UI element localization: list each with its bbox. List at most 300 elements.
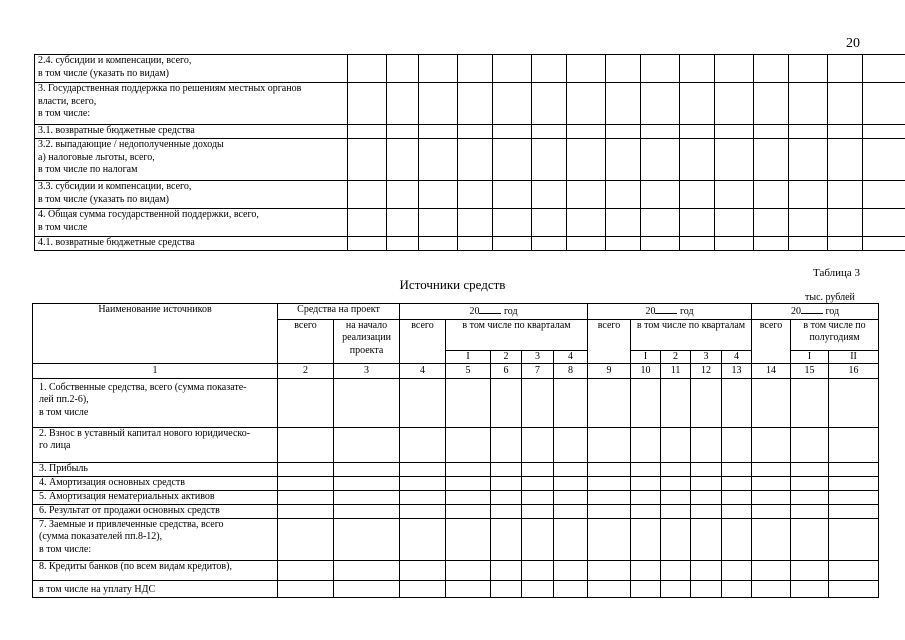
- value-cell[interactable]: [680, 55, 715, 83]
- table-row: [33, 504, 879, 518]
- value-cell[interactable]: [791, 476, 829, 490]
- value-cell[interactable]: [446, 378, 491, 427]
- value-cell[interactable]: [446, 490, 491, 504]
- value-cell[interactable]: [631, 378, 661, 427]
- value-cell[interactable]: [278, 462, 334, 476]
- value-cell[interactable]: [691, 427, 722, 462]
- value-cell[interactable]: [641, 125, 680, 139]
- value-cell[interactable]: [554, 580, 588, 597]
- value-cell[interactable]: [588, 462, 631, 476]
- value-cell[interactable]: [754, 209, 789, 237]
- value-cell[interactable]: [606, 125, 641, 139]
- value-cell[interactable]: [567, 209, 606, 237]
- value-cell[interactable]: [348, 237, 387, 251]
- value-cell[interactable]: [491, 378, 522, 427]
- table-row: [33, 427, 879, 462]
- value-cell[interactable]: [680, 125, 715, 139]
- value-cell[interactable]: [829, 580, 879, 597]
- header-name: Наименование источников: [33, 304, 278, 364]
- value-cell[interactable]: [829, 504, 879, 518]
- value-cell[interactable]: [522, 462, 554, 476]
- value-cell[interactable]: [334, 504, 400, 518]
- value-cell[interactable]: [419, 83, 458, 125]
- value-cell[interactable]: [789, 55, 828, 83]
- value-cell[interactable]: [278, 518, 334, 560]
- value-cell[interactable]: [828, 209, 863, 237]
- value-cell[interactable]: [588, 580, 631, 597]
- value-cell[interactable]: [554, 378, 588, 427]
- value-cell[interactable]: [641, 83, 680, 125]
- value-cell[interactable]: [631, 504, 661, 518]
- value-cell[interactable]: [278, 378, 334, 427]
- value-cell[interactable]: [446, 427, 491, 462]
- value-cell[interactable]: [493, 181, 532, 209]
- value-cell[interactable]: [789, 237, 828, 251]
- table-number: Таблица 3: [813, 267, 861, 279]
- value-cell[interactable]: [754, 125, 789, 139]
- value-cell[interactable]: [554, 462, 588, 476]
- value-cell[interactable]: [491, 462, 522, 476]
- value-cell[interactable]: [661, 580, 691, 597]
- value-cell[interactable]: [446, 504, 491, 518]
- value-cell[interactable]: [491, 504, 522, 518]
- value-cell[interactable]: [522, 378, 554, 427]
- column-number: 14: [752, 363, 791, 378]
- value-cell[interactable]: [493, 125, 532, 139]
- value-cell[interactable]: [567, 237, 606, 251]
- value-cell[interactable]: [567, 139, 606, 181]
- value-cell[interactable]: [829, 490, 879, 504]
- value-cell[interactable]: [588, 476, 631, 490]
- value-cell[interactable]: [387, 209, 419, 237]
- value-cell[interactable]: [691, 504, 722, 518]
- value-cell[interactable]: [419, 55, 458, 83]
- value-cell[interactable]: [606, 55, 641, 83]
- value-cell[interactable]: [567, 55, 606, 83]
- value-cell[interactable]: [278, 476, 334, 490]
- value-cell[interactable]: [789, 83, 828, 125]
- value-cell[interactable]: [532, 209, 567, 237]
- column-number: 7: [522, 363, 554, 378]
- value-cell[interactable]: [789, 209, 828, 237]
- value-cell[interactable]: [446, 580, 491, 597]
- value-cell[interactable]: [446, 462, 491, 476]
- source-label: 5. Амортизация нематериальных активов: [33, 490, 278, 504]
- value-cell[interactable]: [458, 55, 493, 83]
- value-cell[interactable]: [554, 504, 588, 518]
- value-cell[interactable]: [400, 560, 446, 580]
- table-row: [35, 181, 905, 209]
- column-number: 12: [691, 363, 722, 378]
- row-label: 3. Государственная поддержка по решениям местных органов власти, всего, в том числе:: [35, 83, 348, 125]
- value-cell[interactable]: [754, 83, 789, 125]
- value-cell[interactable]: [348, 139, 387, 181]
- value-cell[interactable]: [491, 427, 522, 462]
- value-cell[interactable]: [522, 504, 554, 518]
- value-cell[interactable]: [752, 518, 791, 560]
- units-label: тыс. рублей: [805, 292, 855, 303]
- value-cell[interactable]: [661, 518, 691, 560]
- value-cell[interactable]: [863, 181, 905, 209]
- value-cell[interactable]: [446, 518, 491, 560]
- column-number: 10: [631, 363, 661, 378]
- value-cell[interactable]: [334, 490, 400, 504]
- column-number: 6: [491, 363, 522, 378]
- header-total: всего: [278, 319, 334, 363]
- value-cell[interactable]: [588, 504, 631, 518]
- header-year-2: 20 год: [588, 304, 752, 320]
- value-cell[interactable]: [752, 560, 791, 580]
- quarter-4: 4: [722, 350, 752, 363]
- value-cell[interactable]: [348, 83, 387, 125]
- value-cell[interactable]: [554, 518, 588, 560]
- value-cell[interactable]: [791, 378, 829, 427]
- value-cell[interactable]: [754, 237, 789, 251]
- value-cell[interactable]: [829, 378, 879, 427]
- value-cell[interactable]: [400, 490, 446, 504]
- value-cell[interactable]: [334, 476, 400, 490]
- value-cell[interactable]: [631, 462, 661, 476]
- value-cell[interactable]: [691, 476, 722, 490]
- value-cell[interactable]: [631, 560, 661, 580]
- source-label: 2. Взнос в уставный капитал нового юридическо- го лица: [33, 427, 278, 462]
- value-cell[interactable]: [752, 462, 791, 476]
- value-cell[interactable]: [828, 125, 863, 139]
- value-cell[interactable]: [829, 518, 879, 560]
- value-cell[interactable]: [791, 462, 829, 476]
- value-cell[interactable]: [334, 518, 400, 560]
- value-cell[interactable]: [458, 139, 493, 181]
- table-row: [35, 209, 905, 237]
- table-row: [35, 139, 905, 181]
- value-cell[interactable]: [532, 55, 567, 83]
- value-cell[interactable]: [641, 237, 680, 251]
- value-cell[interactable]: [493, 55, 532, 83]
- value-cell[interactable]: [278, 427, 334, 462]
- value-cell[interactable]: [400, 518, 446, 560]
- source-label: 8. Кредиты банков (по всем видам кредитов),: [33, 560, 278, 580]
- value-cell[interactable]: [493, 139, 532, 181]
- value-cell[interactable]: [387, 237, 419, 251]
- value-cell[interactable]: [754, 181, 789, 209]
- value-cell[interactable]: [680, 209, 715, 237]
- value-cell[interactable]: [829, 427, 879, 462]
- column-number: 15: [791, 363, 829, 378]
- value-cell[interactable]: [400, 580, 446, 597]
- value-cell[interactable]: [446, 560, 491, 580]
- value-cell[interactable]: [641, 209, 680, 237]
- header-by-halves: в том числе по полугодиям: [791, 319, 879, 350]
- value-cell[interactable]: [419, 139, 458, 181]
- value-cell[interactable]: [791, 427, 829, 462]
- value-cell[interactable]: [588, 518, 631, 560]
- header-funds: Средства на проект: [278, 304, 400, 320]
- header-year1-total: всего: [400, 319, 446, 363]
- value-cell[interactable]: [567, 181, 606, 209]
- value-cell[interactable]: [722, 560, 752, 580]
- value-cell[interactable]: [863, 139, 905, 181]
- value-cell[interactable]: [419, 125, 458, 139]
- value-cell[interactable]: [458, 125, 493, 139]
- value-cell[interactable]: [828, 55, 863, 83]
- value-cell[interactable]: [791, 518, 829, 560]
- value-cell[interactable]: [278, 504, 334, 518]
- value-cell[interactable]: [446, 476, 491, 490]
- value-cell[interactable]: [722, 580, 752, 597]
- value-cell[interactable]: [722, 462, 752, 476]
- value-cell[interactable]: [606, 83, 641, 125]
- value-cell[interactable]: [387, 83, 419, 125]
- value-cell[interactable]: [752, 427, 791, 462]
- value-cell[interactable]: [680, 83, 715, 125]
- value-cell[interactable]: [828, 83, 863, 125]
- table-row: [33, 490, 879, 504]
- value-cell[interactable]: [532, 237, 567, 251]
- value-cell[interactable]: [567, 83, 606, 125]
- value-cell[interactable]: [641, 181, 680, 209]
- value-cell[interactable]: [458, 83, 493, 125]
- value-cell[interactable]: [532, 125, 567, 139]
- header-by-quarters: в том числе по кварталам: [446, 319, 588, 350]
- header-at-start: на начало реализации проекта: [334, 319, 400, 363]
- value-cell[interactable]: [334, 560, 400, 580]
- column-number: 11: [661, 363, 691, 378]
- column-number: 9: [588, 363, 631, 378]
- value-cell[interactable]: [631, 490, 661, 504]
- value-cell[interactable]: [631, 518, 661, 560]
- row-label: 3.3. субсидии и компенсации, всего, в том числе (указать по видам): [35, 181, 348, 209]
- column-number: 2: [278, 363, 334, 378]
- row-label: 2.4. субсидии и компенсации, всего, в том числе (указать по видам): [35, 55, 348, 83]
- value-cell[interactable]: [348, 125, 387, 139]
- value-cell[interactable]: [532, 139, 567, 181]
- value-cell[interactable]: [863, 125, 905, 139]
- value-cell[interactable]: [631, 427, 661, 462]
- value-cell[interactable]: [334, 427, 400, 462]
- value-cell[interactable]: [400, 476, 446, 490]
- table-row: [33, 462, 879, 476]
- value-cell[interactable]: [722, 427, 752, 462]
- quarter-3: 3: [522, 350, 554, 363]
- value-cell[interactable]: [278, 560, 334, 580]
- quarter-2: 2: [661, 350, 691, 363]
- value-cell[interactable]: [387, 55, 419, 83]
- value-cell[interactable]: [691, 580, 722, 597]
- funding-sources-table: [32, 303, 879, 598]
- value-cell[interactable]: [691, 378, 722, 427]
- value-cell[interactable]: [661, 427, 691, 462]
- value-cell[interactable]: [588, 560, 631, 580]
- value-cell[interactable]: [752, 490, 791, 504]
- value-cell[interactable]: [522, 490, 554, 504]
- value-cell[interactable]: [334, 378, 400, 427]
- value-cell[interactable]: [789, 125, 828, 139]
- value-cell[interactable]: [400, 427, 446, 462]
- column-number: 1: [33, 363, 278, 378]
- value-cell[interactable]: [606, 237, 641, 251]
- value-cell[interactable]: [715, 125, 754, 139]
- value-cell[interactable]: [419, 209, 458, 237]
- value-cell[interactable]: [348, 209, 387, 237]
- value-cell[interactable]: [522, 580, 554, 597]
- value-cell[interactable]: [715, 139, 754, 181]
- value-cell[interactable]: [458, 209, 493, 237]
- value-cell[interactable]: [829, 462, 879, 476]
- value-cell[interactable]: [863, 237, 905, 251]
- value-cell[interactable]: [641, 139, 680, 181]
- value-cell[interactable]: [532, 83, 567, 125]
- value-cell[interactable]: [828, 139, 863, 181]
- quarter-1: I: [446, 350, 491, 363]
- table-row: [35, 83, 905, 125]
- value-cell[interactable]: [661, 476, 691, 490]
- value-cell[interactable]: [722, 518, 752, 560]
- value-cell[interactable]: [348, 55, 387, 83]
- quarter-1: I: [631, 350, 661, 363]
- value-cell[interactable]: [722, 378, 752, 427]
- value-cell[interactable]: [680, 237, 715, 251]
- value-cell[interactable]: [680, 139, 715, 181]
- value-cell[interactable]: [722, 476, 752, 490]
- value-cell[interactable]: [491, 518, 522, 560]
- value-cell[interactable]: [491, 560, 522, 580]
- value-cell[interactable]: [715, 55, 754, 83]
- row-label: 3.2. выпадающие / недополученные доходы а) налоговые льготы, всего, в том числе по налогам: [35, 139, 348, 181]
- value-cell[interactable]: [458, 181, 493, 209]
- source-label: 4. Амортизация основных средств: [33, 476, 278, 490]
- value-cell[interactable]: [400, 462, 446, 476]
- table-title: Источники средств: [399, 277, 506, 292]
- value-cell[interactable]: [829, 476, 879, 490]
- value-cell[interactable]: [348, 181, 387, 209]
- value-cell[interactable]: [493, 237, 532, 251]
- table-row: [35, 125, 905, 139]
- value-cell[interactable]: [863, 83, 905, 125]
- value-cell[interactable]: [715, 83, 754, 125]
- value-cell[interactable]: [661, 490, 691, 504]
- value-cell[interactable]: [828, 237, 863, 251]
- value-cell[interactable]: [691, 490, 722, 504]
- value-cell[interactable]: [522, 427, 554, 462]
- value-cell[interactable]: [752, 580, 791, 597]
- value-cell[interactable]: [715, 237, 754, 251]
- quarter-4: 4: [554, 350, 588, 363]
- value-cell[interactable]: [554, 476, 588, 490]
- value-cell[interactable]: [493, 83, 532, 125]
- value-cell[interactable]: [491, 476, 522, 490]
- row-label: 3.1. возвратные бюджетные средства: [35, 125, 348, 139]
- value-cell[interactable]: [752, 476, 791, 490]
- value-cell[interactable]: [754, 139, 789, 181]
- value-cell[interactable]: [387, 125, 419, 139]
- header-year3-total: всего: [752, 319, 791, 363]
- value-cell[interactable]: [278, 490, 334, 504]
- source-label: 1. Собственные средства, всего (сумма показате- лей пп.2-6), в том числе: [33, 378, 278, 427]
- value-cell[interactable]: [522, 560, 554, 580]
- value-cell[interactable]: [722, 490, 752, 504]
- value-cell[interactable]: [334, 462, 400, 476]
- value-cell[interactable]: [588, 490, 631, 504]
- column-number: 3: [334, 363, 400, 378]
- value-cell[interactable]: [631, 580, 661, 597]
- value-cell[interactable]: [791, 504, 829, 518]
- value-cell[interactable]: [661, 462, 691, 476]
- value-cell[interactable]: [722, 504, 752, 518]
- value-cell[interactable]: [828, 181, 863, 209]
- value-cell[interactable]: [567, 125, 606, 139]
- value-cell[interactable]: [419, 181, 458, 209]
- value-cell[interactable]: [522, 518, 554, 560]
- value-cell[interactable]: [691, 518, 722, 560]
- value-cell[interactable]: [791, 580, 829, 597]
- header-year-1: 20 год: [400, 304, 588, 320]
- value-cell[interactable]: [715, 181, 754, 209]
- value-cell[interactable]: [532, 181, 567, 209]
- header-year-3: 20 год: [752, 304, 879, 320]
- value-cell[interactable]: [680, 181, 715, 209]
- source-label: в том числе на уплату НДС: [33, 580, 278, 597]
- value-cell[interactable]: [691, 462, 722, 476]
- column-number: 13: [722, 363, 752, 378]
- value-cell[interactable]: [493, 209, 532, 237]
- value-cell[interactable]: [387, 139, 419, 181]
- value-cell[interactable]: [752, 378, 791, 427]
- header-by-quarters-2: в том числе по кварталам: [631, 319, 752, 350]
- quarter-3: 3: [691, 350, 722, 363]
- value-cell[interactable]: [588, 427, 631, 462]
- value-cell[interactable]: [554, 560, 588, 580]
- value-cell[interactable]: [419, 237, 458, 251]
- value-cell[interactable]: [661, 504, 691, 518]
- value-cell[interactable]: [606, 181, 641, 209]
- value-cell[interactable]: [491, 490, 522, 504]
- value-cell[interactable]: [829, 560, 879, 580]
- value-cell[interactable]: [863, 209, 905, 237]
- value-cell[interactable]: [661, 560, 691, 580]
- value-cell[interactable]: [631, 476, 661, 490]
- value-cell[interactable]: [863, 55, 905, 83]
- value-cell[interactable]: [691, 560, 722, 580]
- value-cell[interactable]: [491, 580, 522, 597]
- value-cell[interactable]: [334, 580, 400, 597]
- value-cell[interactable]: [387, 181, 419, 209]
- value-cell[interactable]: [641, 55, 680, 83]
- value-cell[interactable]: [458, 237, 493, 251]
- value-cell[interactable]: [754, 55, 789, 83]
- source-label: 7. Заемные и привлеченные средства, всего (сумма показателей пп.8-12), в том числе:: [33, 518, 278, 560]
- value-cell[interactable]: [278, 580, 334, 597]
- value-cell[interactable]: [752, 504, 791, 518]
- value-cell[interactable]: [554, 427, 588, 462]
- value-cell[interactable]: [661, 378, 691, 427]
- half-1: I: [791, 350, 829, 363]
- value-cell[interactable]: [789, 181, 828, 209]
- row-label: 4. Общая сумма государственной поддержки, всего, в том числе: [35, 209, 348, 237]
- value-cell[interactable]: [554, 490, 588, 504]
- value-cell[interactable]: [400, 378, 446, 427]
- value-cell[interactable]: [606, 209, 641, 237]
- value-cell[interactable]: [606, 139, 641, 181]
- value-cell[interactable]: [588, 378, 631, 427]
- value-cell[interactable]: [522, 476, 554, 490]
- value-cell[interactable]: [400, 504, 446, 518]
- value-cell[interactable]: [715, 209, 754, 237]
- table-row: [33, 580, 879, 597]
- value-cell[interactable]: [791, 560, 829, 580]
- value-cell[interactable]: [791, 490, 829, 504]
- table-row: [35, 55, 905, 83]
- value-cell[interactable]: [789, 139, 828, 181]
